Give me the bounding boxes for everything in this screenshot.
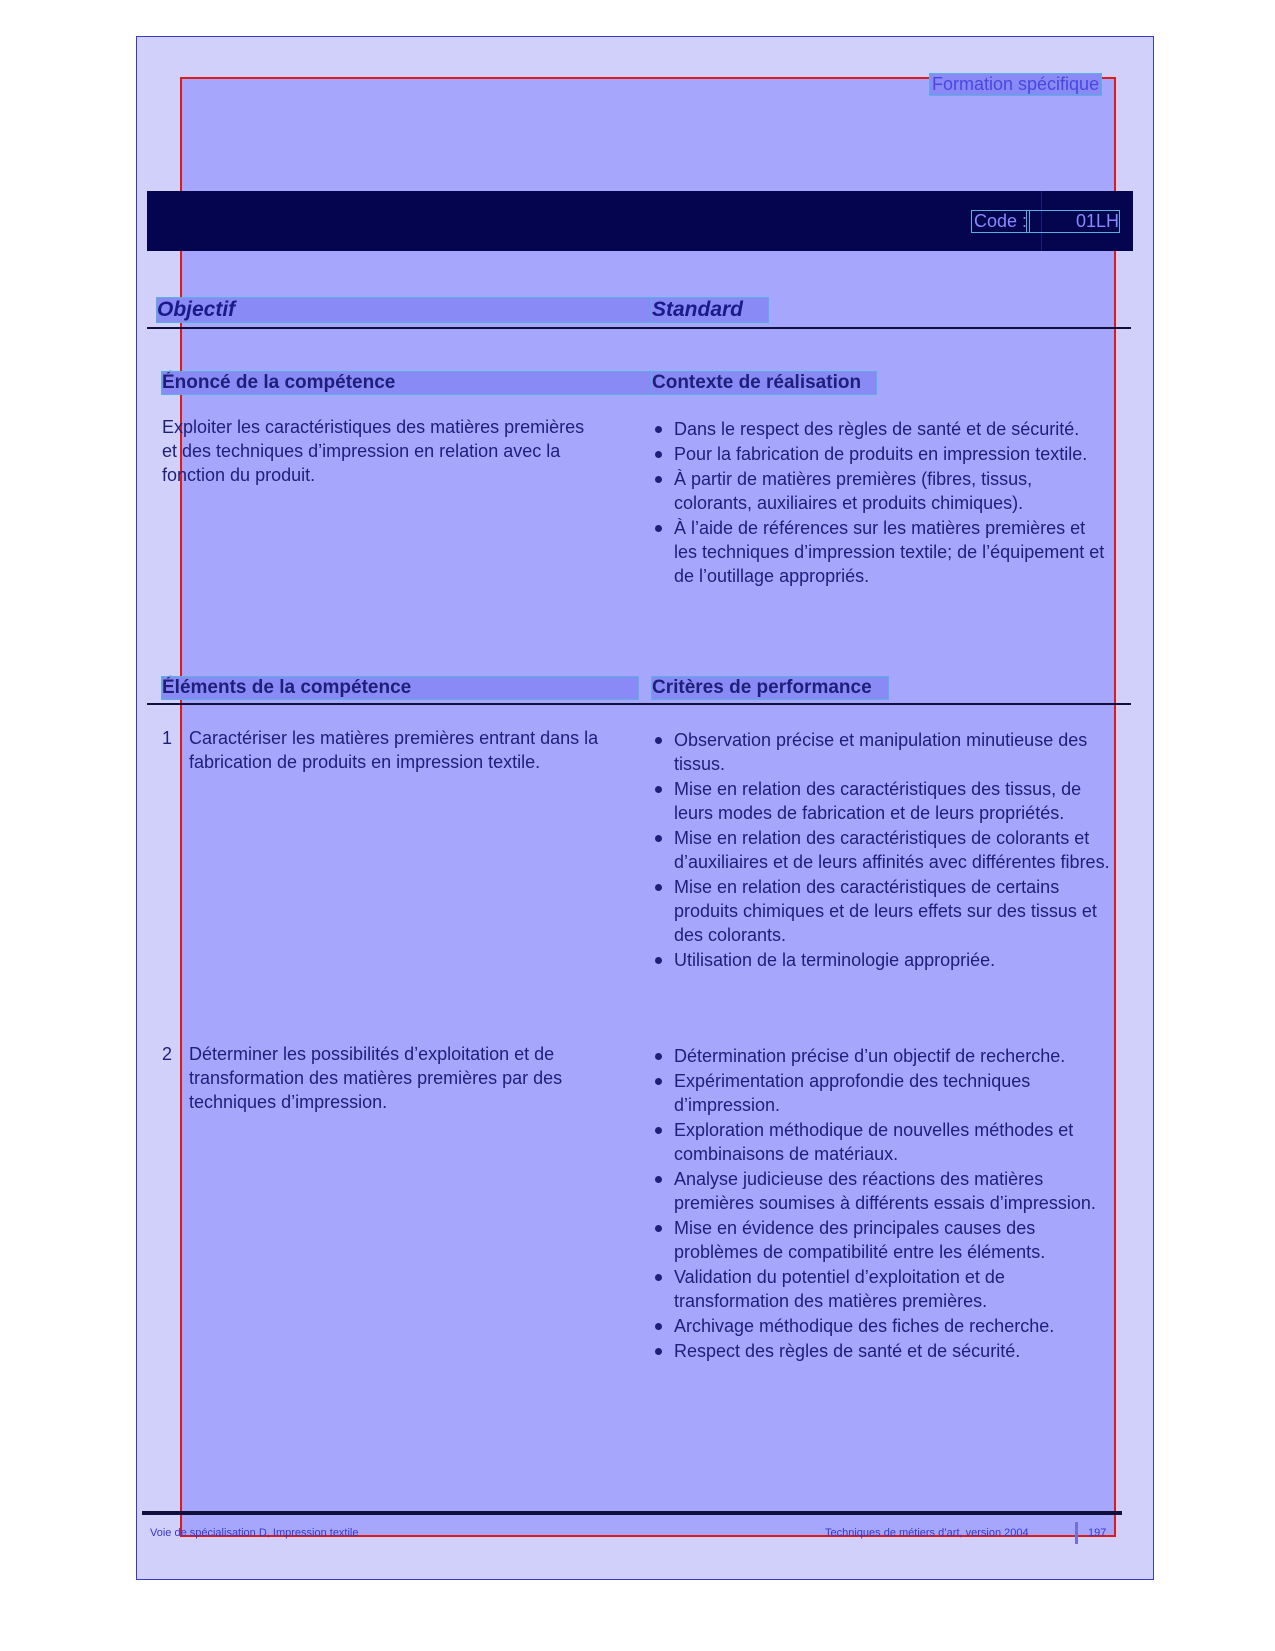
footer-rule — [142, 1511, 1122, 1515]
criteria-title: Critères de performance — [652, 677, 888, 699]
contexte-item: Dans le respect des règles de santé et de sécurité. — [652, 417, 1112, 441]
elements-title: Éléments de la compétence — [162, 677, 638, 699]
criteria-list-1 — [652, 728, 1112, 972]
contexte-item: Pour la fabrication de produits en impression textile. — [652, 442, 1112, 466]
contexte-title: Contexte de réalisation — [652, 372, 876, 394]
standard-title: Standard — [652, 298, 768, 322]
enonce-title: Énoncé de la compétence — [162, 372, 652, 394]
enonce-text: Exploiter les caractéristiques des matières premières et des techniques d’impression en relation avec la fonction du produit. — [162, 417, 585, 485]
footer-separator — [1075, 1522, 1078, 1544]
element-number: 2 — [162, 1044, 173, 1064]
section-rule — [147, 327, 1131, 329]
elements-rule — [147, 703, 1131, 705]
contexte-list — [652, 417, 1112, 588]
contexte-item: À partir de matières premières (fibres, tissus, colorants, auxiliaires et produits chimiques). — [652, 467, 1112, 515]
criteria-item: Archivage méthodique des fiches de recherche. — [652, 1314, 1112, 1338]
criteria-item: Respect des règles de santé et de sécurité. — [652, 1339, 1112, 1363]
footer-left: Voie de spécialisation D, Impression textile — [150, 1527, 359, 1539]
element-number: 1 — [162, 728, 173, 748]
objectif-title: Objectif — [157, 298, 652, 322]
criteria-item: Mise en relation des caractéristiques des tissus, de leurs modes de fabrication et de leurs propriétés. — [652, 777, 1112, 825]
criteria-item: Détermination précise d’un objectif de recherche. — [652, 1044, 1112, 1068]
code-banner — [147, 191, 1133, 251]
code-value: 01LH — [1027, 211, 1119, 232]
criteria-item: Expérimentation approfondie des techniques d’impression. — [652, 1069, 1112, 1117]
element-1 — [162, 726, 622, 774]
element-text: Déterminer les possibilités d’exploitation et de transformation des matières premières par des techniques d’impression. — [189, 1044, 563, 1112]
footer-right: Techniques de métiers d’art, version 2004 — [825, 1527, 1029, 1539]
criteria-list-2 — [652, 1044, 1112, 1363]
criteria-item: Observation précise et manipulation minutieuse des tissus. — [652, 728, 1112, 776]
element-text: Caractériser les matières premières entrant dans la fabrication de produits en impression textile. — [189, 728, 599, 772]
criteria-item: Mise en relation des caractéristiques de colorants et d’auxiliaires et de leurs affinités avec différentes fibres. — [652, 826, 1112, 874]
criteria-item: Analyse judicieuse des réactions des matières premières soumises à différents essais d’impression. — [652, 1167, 1112, 1215]
formation-label: Formation spécifique — [932, 74, 1100, 94]
footer-page-number: 197 — [1088, 1527, 1107, 1539]
criteria-item: Exploration méthodique de nouvelles méthodes et combinaisons de matériaux. — [652, 1118, 1112, 1166]
element-2 — [162, 1042, 622, 1114]
code-label: Code : — [974, 211, 1028, 231]
criteria-item: Mise en relation des caractéristiques de certains produits chimiques et de leurs effets sur des tissus et des colorants. — [652, 875, 1112, 947]
criteria-item: Validation du potentiel d’exploitation et de transformation des matières premières. — [652, 1265, 1112, 1313]
contexte-item: À l’aide de références sur les matières premières et les techniques d’impression textile; de l’équipement et de l’outillage appropriés. — [652, 516, 1112, 588]
criteria-item: Mise en évidence des principales causes des problèmes de compatibilité entre les éléments. — [652, 1216, 1112, 1264]
criteria-item: Utilisation de la terminologie appropriée. — [652, 948, 1112, 972]
